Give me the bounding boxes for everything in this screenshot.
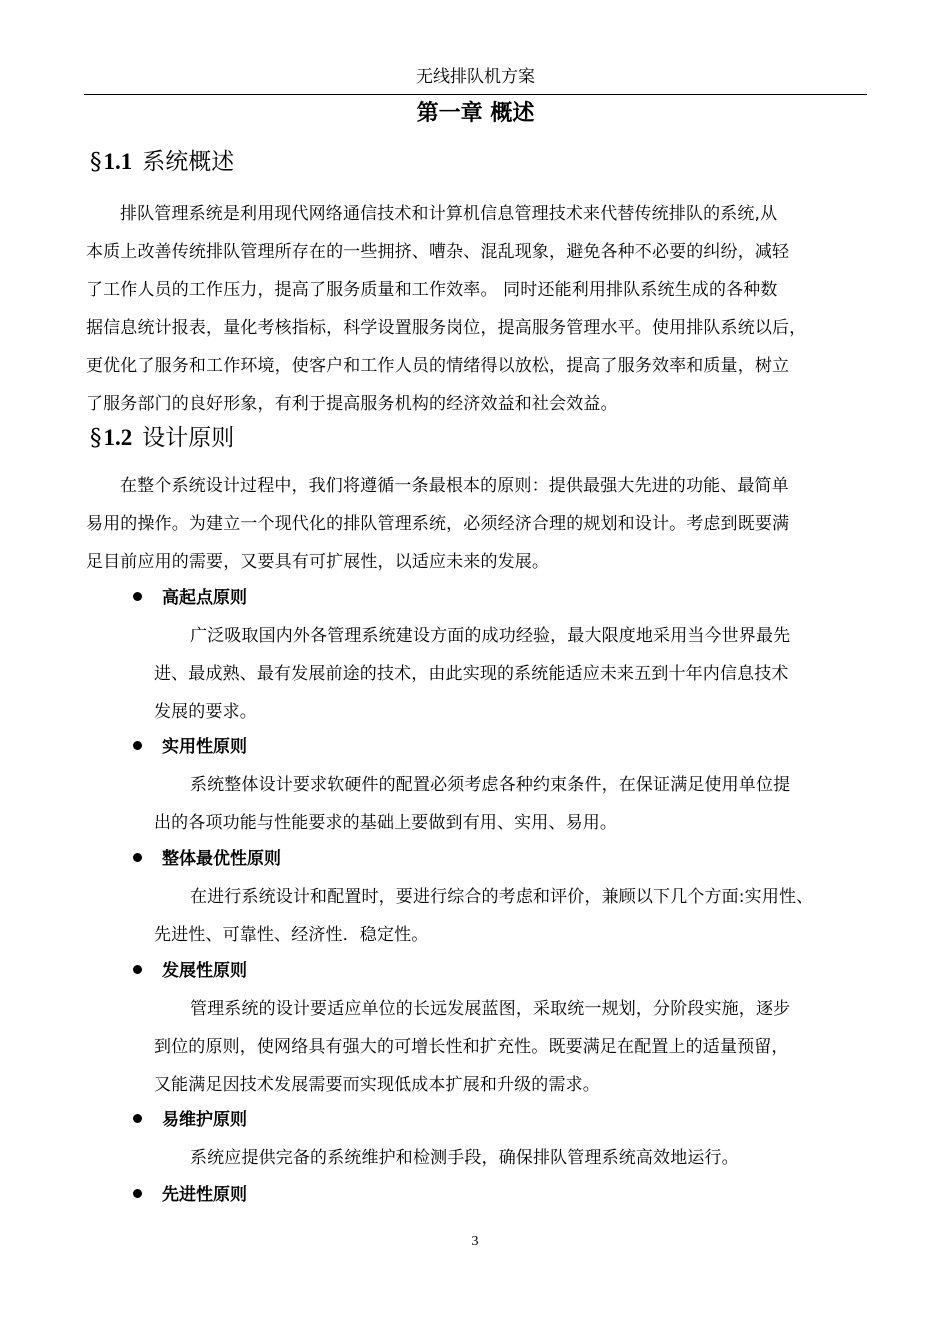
principle-description (154, 617, 866, 731)
paragraph-line: 据信息统计报表，量化考核指标，科学设置服务岗位，提高服务管理水平。使用排队系统以后， (86, 318, 807, 338)
paragraph-line: 易用的操作。为建立一个现代化的排队管理系统，必须经济合理的规划和设计。考虑到既要满 (86, 514, 790, 534)
paragraph-line: 排队管理系统是利用现代网络通信技术和计算机信息管理技术来代替传统排队的系统,从 (120, 204, 778, 224)
paragraph-line: 又能满足因技术发展需要而实现低成本扩展和升级的需求。 (154, 1075, 600, 1095)
section-heading-1-2 (90, 423, 234, 453)
paragraph-line: 先进性、可靠性、经济性．稳定性。 (154, 925, 429, 945)
paragraph-line: 在进行系统设计和配置时，要进行综合的考虑和评价，兼顾以下几个方面:实用性、 (190, 887, 814, 907)
section-1-2-paragraph (86, 467, 864, 581)
paragraph-line: 出的各项功能与性能要求的基础上要做到有用、实用、易用。 (154, 813, 618, 833)
paragraph-line: 了服务部门的良好形象，有利于提高服务机构的经济效益和社会效益。 (86, 394, 618, 414)
page-number: 3 (471, 1234, 479, 1249)
section-number: 1.2 (103, 425, 133, 450)
bullet-icon (133, 741, 142, 750)
paragraph-line: 更优化了服务和工作环境，使客户和工作人员的情绪得以放松，提高了服务效率和质量，树立 (86, 356, 790, 376)
paragraph-line: 管理系统的设计要适应单位的长远发展蓝图，采取统一规划，分阶段实施，逐步 (190, 999, 791, 1019)
bullet-icon (133, 592, 142, 601)
section-1-1-paragraph (86, 195, 864, 423)
principle-title: 先进性原则 (133, 1183, 247, 1207)
principle-title: 高起点原则 (133, 586, 247, 610)
paragraph-line: 本质上改善传统排队管理所存在的一些拥挤、嘈杂、混乱现象，避免各种不必要的纠纷，减轻 (86, 242, 790, 262)
section-title: 设计原则 (142, 425, 235, 451)
header-rule (84, 94, 867, 95)
chapter-title: 第一章 概述 (416, 101, 535, 126)
section-symbol: § (90, 425, 102, 451)
principle-title: 易维护原则 (133, 1108, 247, 1132)
principle-title: 实用性原则 (133, 735, 247, 759)
paragraph-line: 系统整体设计要求软硬件的配置必须考虑各种约束条件，在保证满足使用单位提 (190, 775, 791, 795)
bullet-icon (133, 1189, 142, 1198)
principle-title: 发展性原则 (133, 959, 247, 983)
principle-description (154, 1139, 866, 1177)
paragraph-line: 到位的原则，使网络具有强大的可增长性和扩充性。既要满足在配置上的适量预留， (154, 1037, 789, 1057)
section-number: 1.1 (103, 149, 133, 174)
bullet-icon (133, 1114, 142, 1123)
paragraph-line: 在整个系统设计过程中，我们将遵循一条最根本的原则：提供最强大先进的功能、最简单 (120, 476, 789, 496)
bullet-icon (133, 853, 142, 862)
section-title: 系统概述 (142, 149, 235, 175)
bullet-icon (133, 965, 142, 974)
running-header: 无线排队机方案 (416, 67, 535, 87)
section-heading-1-1 (90, 147, 234, 177)
paragraph-line: 发展的要求。 (154, 702, 257, 722)
principle-description (154, 878, 866, 954)
paragraph-line: 系统应提供完备的系统维护和检测手段，确保排队管理系统高效地运行。 (190, 1148, 739, 1168)
principle-description (154, 766, 866, 842)
paragraph-line: 进、最成熟、最有发展前途的技术，由此实现的系统能适应未来五到十年内信息技术 (154, 664, 789, 684)
principle-description (154, 990, 866, 1104)
principle-title: 整体最优性原则 (133, 847, 281, 871)
paragraph-line: 广泛吸取国内外各管理系统建设方面的成功经验，最大限度地采用当今世界最先 (190, 626, 791, 646)
paragraph-line: 足目前应用的需要，又要具有可扩展性，以适应未来的发展。 (86, 552, 550, 572)
paragraph-line: 了工作人员的工作压力，提高了服务质量和工作效率。 同时还能利用排队系统生成的各种数 (86, 280, 778, 300)
section-symbol: § (90, 149, 102, 175)
